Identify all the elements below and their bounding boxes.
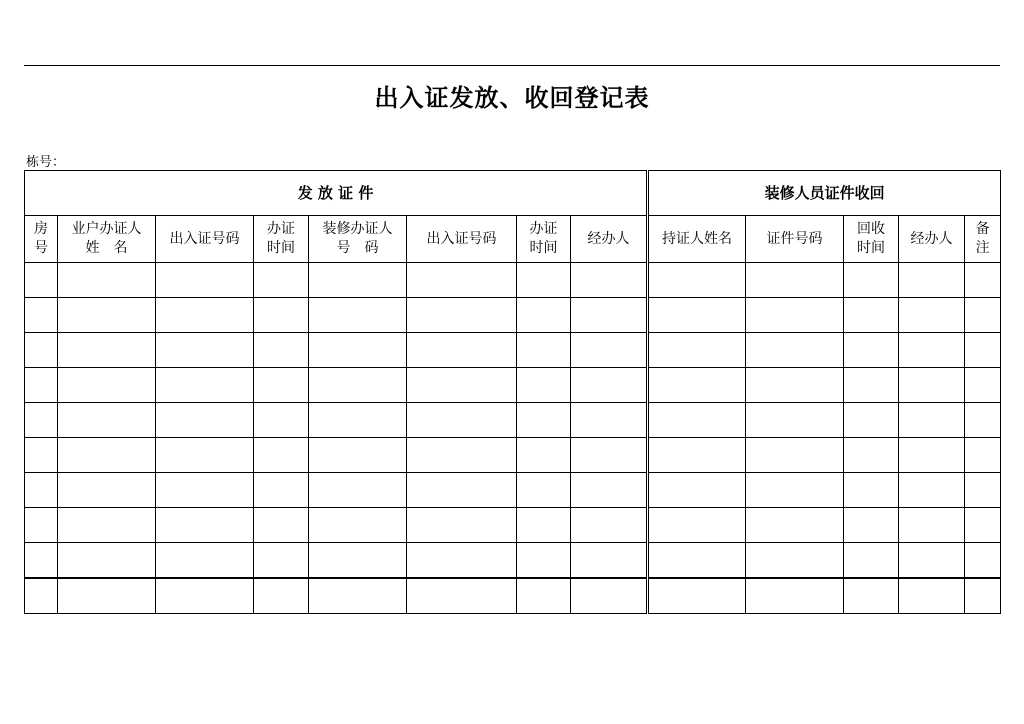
page-title: 出入证发放、收回登记表 <box>374 84 650 112</box>
table-cell[interactable] <box>899 403 965 438</box>
table-cell[interactable] <box>517 508 571 543</box>
register-table <box>24 170 1001 614</box>
column-header: 出入证号码 <box>407 216 517 263</box>
table-cell[interactable] <box>517 473 571 508</box>
table-cell[interactable] <box>309 578 407 614</box>
table-cell[interactable] <box>746 543 844 579</box>
column-header: 证件号码 <box>746 216 844 263</box>
table-cell[interactable] <box>25 508 58 543</box>
table-cell[interactable] <box>648 368 746 403</box>
table-cell[interactable] <box>156 473 254 508</box>
table-cell[interactable] <box>407 438 517 473</box>
table-row <box>25 438 1001 473</box>
table-cell[interactable] <box>571 508 648 543</box>
table-cell[interactable] <box>58 543 156 579</box>
top-rule <box>24 65 1000 66</box>
column-header: 回收 时间 <box>844 216 899 263</box>
table-row <box>25 368 1001 403</box>
table-cell[interactable] <box>25 543 58 579</box>
table-cell[interactable] <box>844 543 899 579</box>
table-cell[interactable] <box>407 263 517 298</box>
table-cell[interactable] <box>309 263 407 298</box>
table-cell[interactable] <box>899 368 965 403</box>
table-cell[interactable] <box>58 298 156 333</box>
table-cell[interactable] <box>254 438 309 473</box>
table-cell[interactable] <box>58 368 156 403</box>
table-cell[interactable] <box>648 473 746 508</box>
table-row <box>25 298 1001 333</box>
table-cell[interactable] <box>517 578 571 614</box>
table-cell[interactable] <box>254 368 309 403</box>
table-cell[interactable] <box>844 333 899 368</box>
table-cell[interactable] <box>899 298 965 333</box>
table-cell[interactable] <box>25 403 58 438</box>
column-header: 经办人 <box>571 216 648 263</box>
table-cell[interactable] <box>25 298 58 333</box>
table-cell[interactable] <box>571 368 648 403</box>
table-cell[interactable] <box>571 298 648 333</box>
table-cell[interactable] <box>965 403 1001 438</box>
table-cell[interactable] <box>156 543 254 579</box>
table-cell[interactable] <box>25 368 58 403</box>
group-header-issue: 发 放 证 件 <box>25 171 648 216</box>
table-cell[interactable] <box>309 403 407 438</box>
table-cell[interactable] <box>746 403 844 438</box>
table-cell[interactable] <box>58 403 156 438</box>
table-cell[interactable] <box>58 333 156 368</box>
table-cell[interactable] <box>746 368 844 403</box>
table-cell[interactable] <box>254 543 309 579</box>
table-cell[interactable] <box>407 543 517 579</box>
column-header: 出入证号码 <box>156 216 254 263</box>
table-cell[interactable] <box>407 473 517 508</box>
table-cell[interactable] <box>309 508 407 543</box>
table-cell[interactable] <box>746 508 844 543</box>
table-row <box>25 403 1001 438</box>
table-cell[interactable] <box>156 438 254 473</box>
table-row <box>25 578 1001 614</box>
table-row <box>25 508 1001 543</box>
table-cell[interactable] <box>254 578 309 614</box>
table-cell[interactable] <box>407 508 517 543</box>
table-cell[interactable] <box>844 368 899 403</box>
table-cell[interactable] <box>648 403 746 438</box>
group-header-recover: 装修人员证件收回 <box>648 171 1001 216</box>
table-cell[interactable] <box>844 508 899 543</box>
table-cell[interactable] <box>517 368 571 403</box>
table-cell[interactable] <box>648 508 746 543</box>
table-cell[interactable] <box>309 543 407 579</box>
table-cell[interactable] <box>25 473 58 508</box>
table-cell[interactable] <box>156 578 254 614</box>
table-cell[interactable] <box>844 263 899 298</box>
table-cell[interactable] <box>309 368 407 403</box>
table-cell[interactable] <box>156 333 254 368</box>
table-cell[interactable] <box>899 578 965 614</box>
table-cell[interactable] <box>648 333 746 368</box>
table-cell[interactable] <box>899 333 965 368</box>
table-cell[interactable] <box>648 263 746 298</box>
column-header: 备 注 <box>965 216 1001 263</box>
table-cell[interactable] <box>25 263 58 298</box>
column-header: 房 号 <box>25 216 58 263</box>
column-header: 办证 时间 <box>254 216 309 263</box>
table-cell[interactable] <box>58 263 156 298</box>
table-cell[interactable] <box>156 263 254 298</box>
table-cell[interactable] <box>746 263 844 298</box>
column-header: 业户办证人 姓 名 <box>58 216 156 263</box>
table-cell[interactable] <box>254 298 309 333</box>
table-cell[interactable] <box>965 438 1001 473</box>
table-cell[interactable] <box>571 578 648 614</box>
table-cell[interactable] <box>571 473 648 508</box>
column-header: 经办人 <box>899 216 965 263</box>
table-cell[interactable] <box>309 333 407 368</box>
table-cell[interactable] <box>156 508 254 543</box>
table-cell[interactable] <box>746 438 844 473</box>
table-cell[interactable] <box>517 438 571 473</box>
table-cell[interactable] <box>156 368 254 403</box>
table-cell[interactable] <box>407 298 517 333</box>
table-cell[interactable] <box>571 438 648 473</box>
table-cell[interactable] <box>25 438 58 473</box>
table-cell[interactable] <box>899 543 965 579</box>
table-cell[interactable] <box>254 333 309 368</box>
table-cell[interactable] <box>156 298 254 333</box>
table-cell[interactable] <box>309 298 407 333</box>
table-cell[interactable] <box>407 578 517 614</box>
table-cell[interactable] <box>844 473 899 508</box>
table-cell[interactable] <box>746 473 844 508</box>
table-row <box>25 263 1001 298</box>
table-cell[interactable] <box>965 473 1001 508</box>
table-cell[interactable] <box>254 508 309 543</box>
table-cell[interactable] <box>648 578 746 614</box>
table-cell[interactable] <box>965 298 1001 333</box>
table-cell[interactable] <box>899 473 965 508</box>
table-cell[interactable] <box>309 438 407 473</box>
table-cell[interactable] <box>254 473 309 508</box>
table-cell[interactable] <box>571 403 648 438</box>
table-cell[interactable] <box>517 333 571 368</box>
table-cell[interactable] <box>517 403 571 438</box>
table-cell[interactable] <box>407 368 517 403</box>
table-cell[interactable] <box>25 333 58 368</box>
table-cell[interactable] <box>407 333 517 368</box>
table-cell[interactable] <box>746 333 844 368</box>
table-cell[interactable] <box>746 298 844 333</box>
table-row <box>25 333 1001 368</box>
table-cell[interactable] <box>844 578 899 614</box>
table-cell[interactable] <box>571 333 648 368</box>
table-cell[interactable] <box>571 263 648 298</box>
table-cell[interactable] <box>965 263 1001 298</box>
table-cell[interactable] <box>517 263 571 298</box>
table-row <box>25 473 1001 508</box>
table-cell[interactable] <box>899 438 965 473</box>
table-cell[interactable] <box>965 508 1001 543</box>
building-number-label: 栋号： <box>26 155 66 170</box>
table-cell[interactable] <box>517 543 571 579</box>
table-cell[interactable] <box>58 438 156 473</box>
column-header: 装修办证人 号 码 <box>309 216 407 263</box>
table-row <box>25 543 1001 579</box>
table-cell[interactable] <box>309 473 407 508</box>
table-cell[interactable] <box>25 578 58 614</box>
table-cell[interactable] <box>965 368 1001 403</box>
table-cell[interactable] <box>899 263 965 298</box>
table-cell[interactable] <box>648 298 746 333</box>
column-header: 持证人姓名 <box>648 216 746 263</box>
table-cell[interactable] <box>746 578 844 614</box>
table-cell[interactable] <box>844 438 899 473</box>
table-cell[interactable] <box>844 403 899 438</box>
table-cell[interactable] <box>517 298 571 333</box>
table-cell[interactable] <box>407 403 517 438</box>
table-cell[interactable] <box>965 578 1001 614</box>
table-cell[interactable] <box>58 508 156 543</box>
table-cell[interactable] <box>254 263 309 298</box>
table-cell[interactable] <box>571 543 648 579</box>
table-cell[interactable] <box>965 333 1001 368</box>
table-cell[interactable] <box>156 403 254 438</box>
table-cell[interactable] <box>648 543 746 579</box>
table-cell[interactable] <box>254 403 309 438</box>
column-header: 办证 时间 <box>517 216 571 263</box>
table-cell[interactable] <box>899 508 965 543</box>
table-cell[interactable] <box>648 438 746 473</box>
table-cell[interactable] <box>844 298 899 333</box>
table-cell[interactable] <box>58 578 156 614</box>
table-cell[interactable] <box>58 473 156 508</box>
table-cell[interactable] <box>965 543 1001 579</box>
